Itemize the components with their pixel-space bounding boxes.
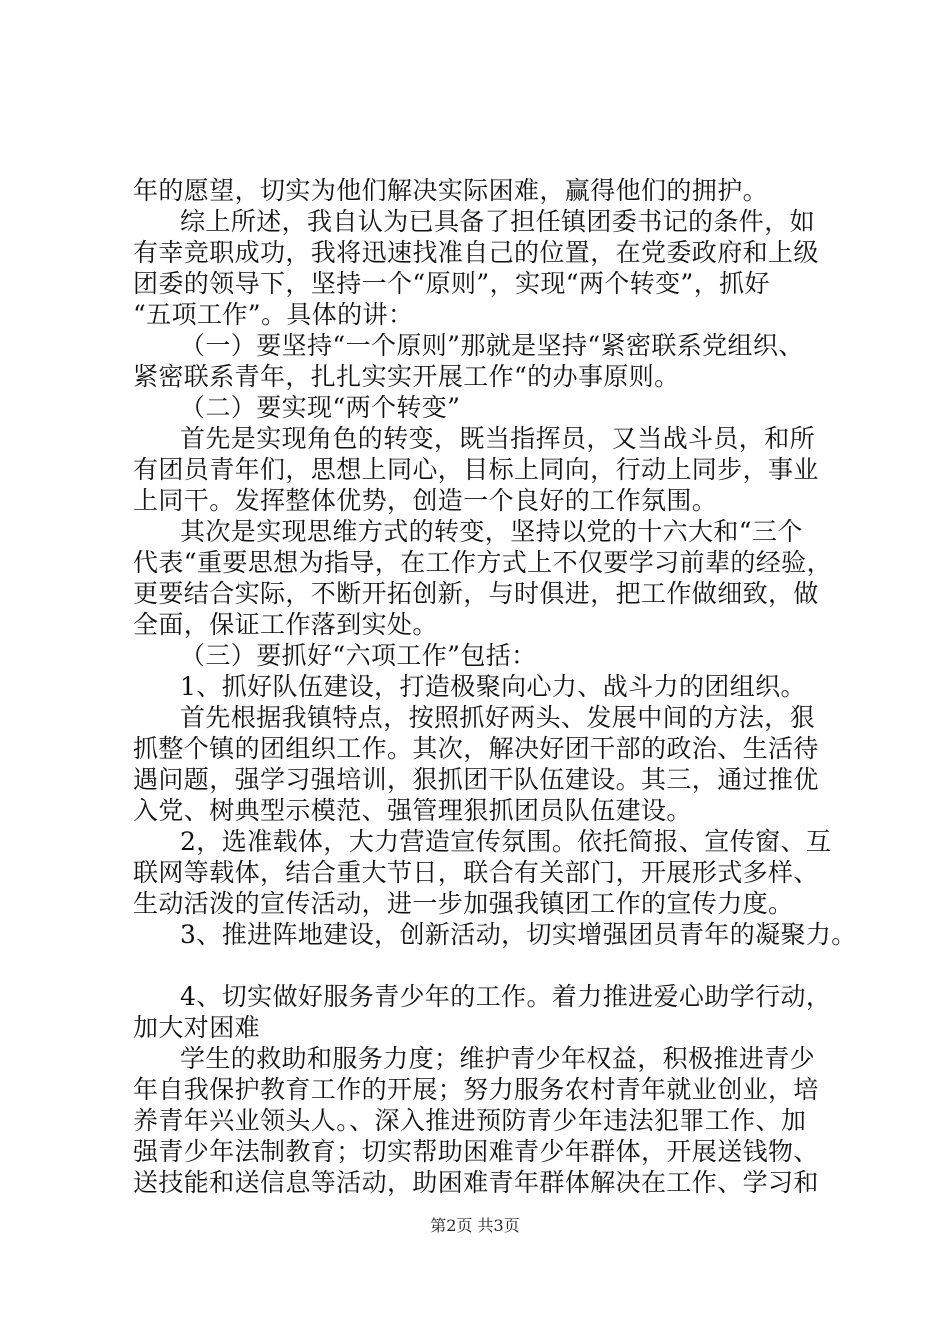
text-line: 3、推进阵地建设，创新活动，切实增强团员青年的凝聚力。	[180, 920, 857, 949]
text-line: 遇问题，强学习强培训，狠抓团干队伍建设。其三，通过推优	[133, 765, 819, 794]
text-line: 1、抓好队伍建设，打造极聚向心力、战斗力的团组织。	[180, 672, 806, 701]
text-line: 有团员青年们，思想上同心，目标上同向，行动上同步，事业	[133, 455, 819, 484]
text-line: 年的愿望，切实为他们解决实际困难，赢得他们的拥护。	[133, 176, 769, 205]
text-line: 综上所述，我自认为已具备了担任镇团委书记的条件，如	[180, 207, 816, 236]
text-line: 有幸竞职成功，我将迅速找准自己的位置，在党委政府和上级	[133, 238, 819, 267]
text-line: （三）要抓好“六项工作”包括：	[180, 641, 537, 670]
text-line: 其次是实现思维方式的转变，坚持以党的十六大和“三个	[180, 517, 803, 546]
text-line: 强青少年法制教育；切实帮助困难青少年群体，开展送钱物、	[133, 1137, 819, 1166]
page-number: 第2页 共3页	[430, 1216, 520, 1235]
text-line: 联网等载体，结合重大节日，联合有关部门，开展形式多样、	[133, 858, 819, 887]
text-line: 养青年兴业领头人。、深入推进预防青少年违法犯罪工作、加	[133, 1106, 807, 1135]
text-line: 加大对困难	[133, 1013, 261, 1042]
text-line: 入党、树典型示模范、强管理狠抓团员队伍建设。	[133, 796, 692, 825]
text-line: （一）要坚持“一个原则”那就是坚持“紧密联系党组织、	[180, 331, 804, 360]
text-line: 代表“重要思想为指导，在工作方式上不仅要学习前辈的经验，	[133, 548, 832, 577]
text-line: 4、切实做好服务青少年的工作。着力推进爱心助学行动，	[180, 982, 832, 1011]
text-line: 紧密联系青年，扎扎实实开展工作“的办事原则。	[133, 362, 680, 391]
text-line: 抓整个镇的团组织工作。其次，解决好团干部的政治、生活待	[133, 734, 819, 763]
text-line: “五项工作”。具体的讲：	[133, 300, 414, 329]
text-line: 送技能和送信息等活动，助困难青年群体解决在工作、学习和	[133, 1168, 819, 1197]
text-line: 年自我保护教育工作的开展；努力服务农村青年就业创业，培	[133, 1075, 819, 1104]
text-line: （二）要实现“两个转变”	[180, 393, 461, 422]
text-line: 上同干。发挥整体优势，创造一个良好的工作氛围。	[133, 486, 718, 515]
text-line: 全面，保证工作落到实处。	[133, 610, 438, 639]
text-line: 首先是实现角色的转变，既当指挥员，又当战斗员，和所	[180, 424, 816, 453]
text-line: 团委的领导下，坚持一个“原则”，实现“两个转变”，抓好	[133, 269, 770, 298]
text-line: 学生的救助和服务力度；维护青少年权益，积极推进青少	[180, 1044, 816, 1073]
text-line: 更要结合实际，不断开拓创新，与时俱进，把工作做细致，做	[133, 579, 819, 608]
text-line: 2，选准载体，大力营造宣传氛围。依托简报、宣传窗、互	[180, 827, 832, 856]
text-line: 首先根据我镇特点，按照抓好两头、发展中间的方法，狠	[180, 703, 816, 732]
text-line: 生动活泼的宣传活动，进一步加强我镇团工作的宣传力度。	[133, 889, 794, 918]
